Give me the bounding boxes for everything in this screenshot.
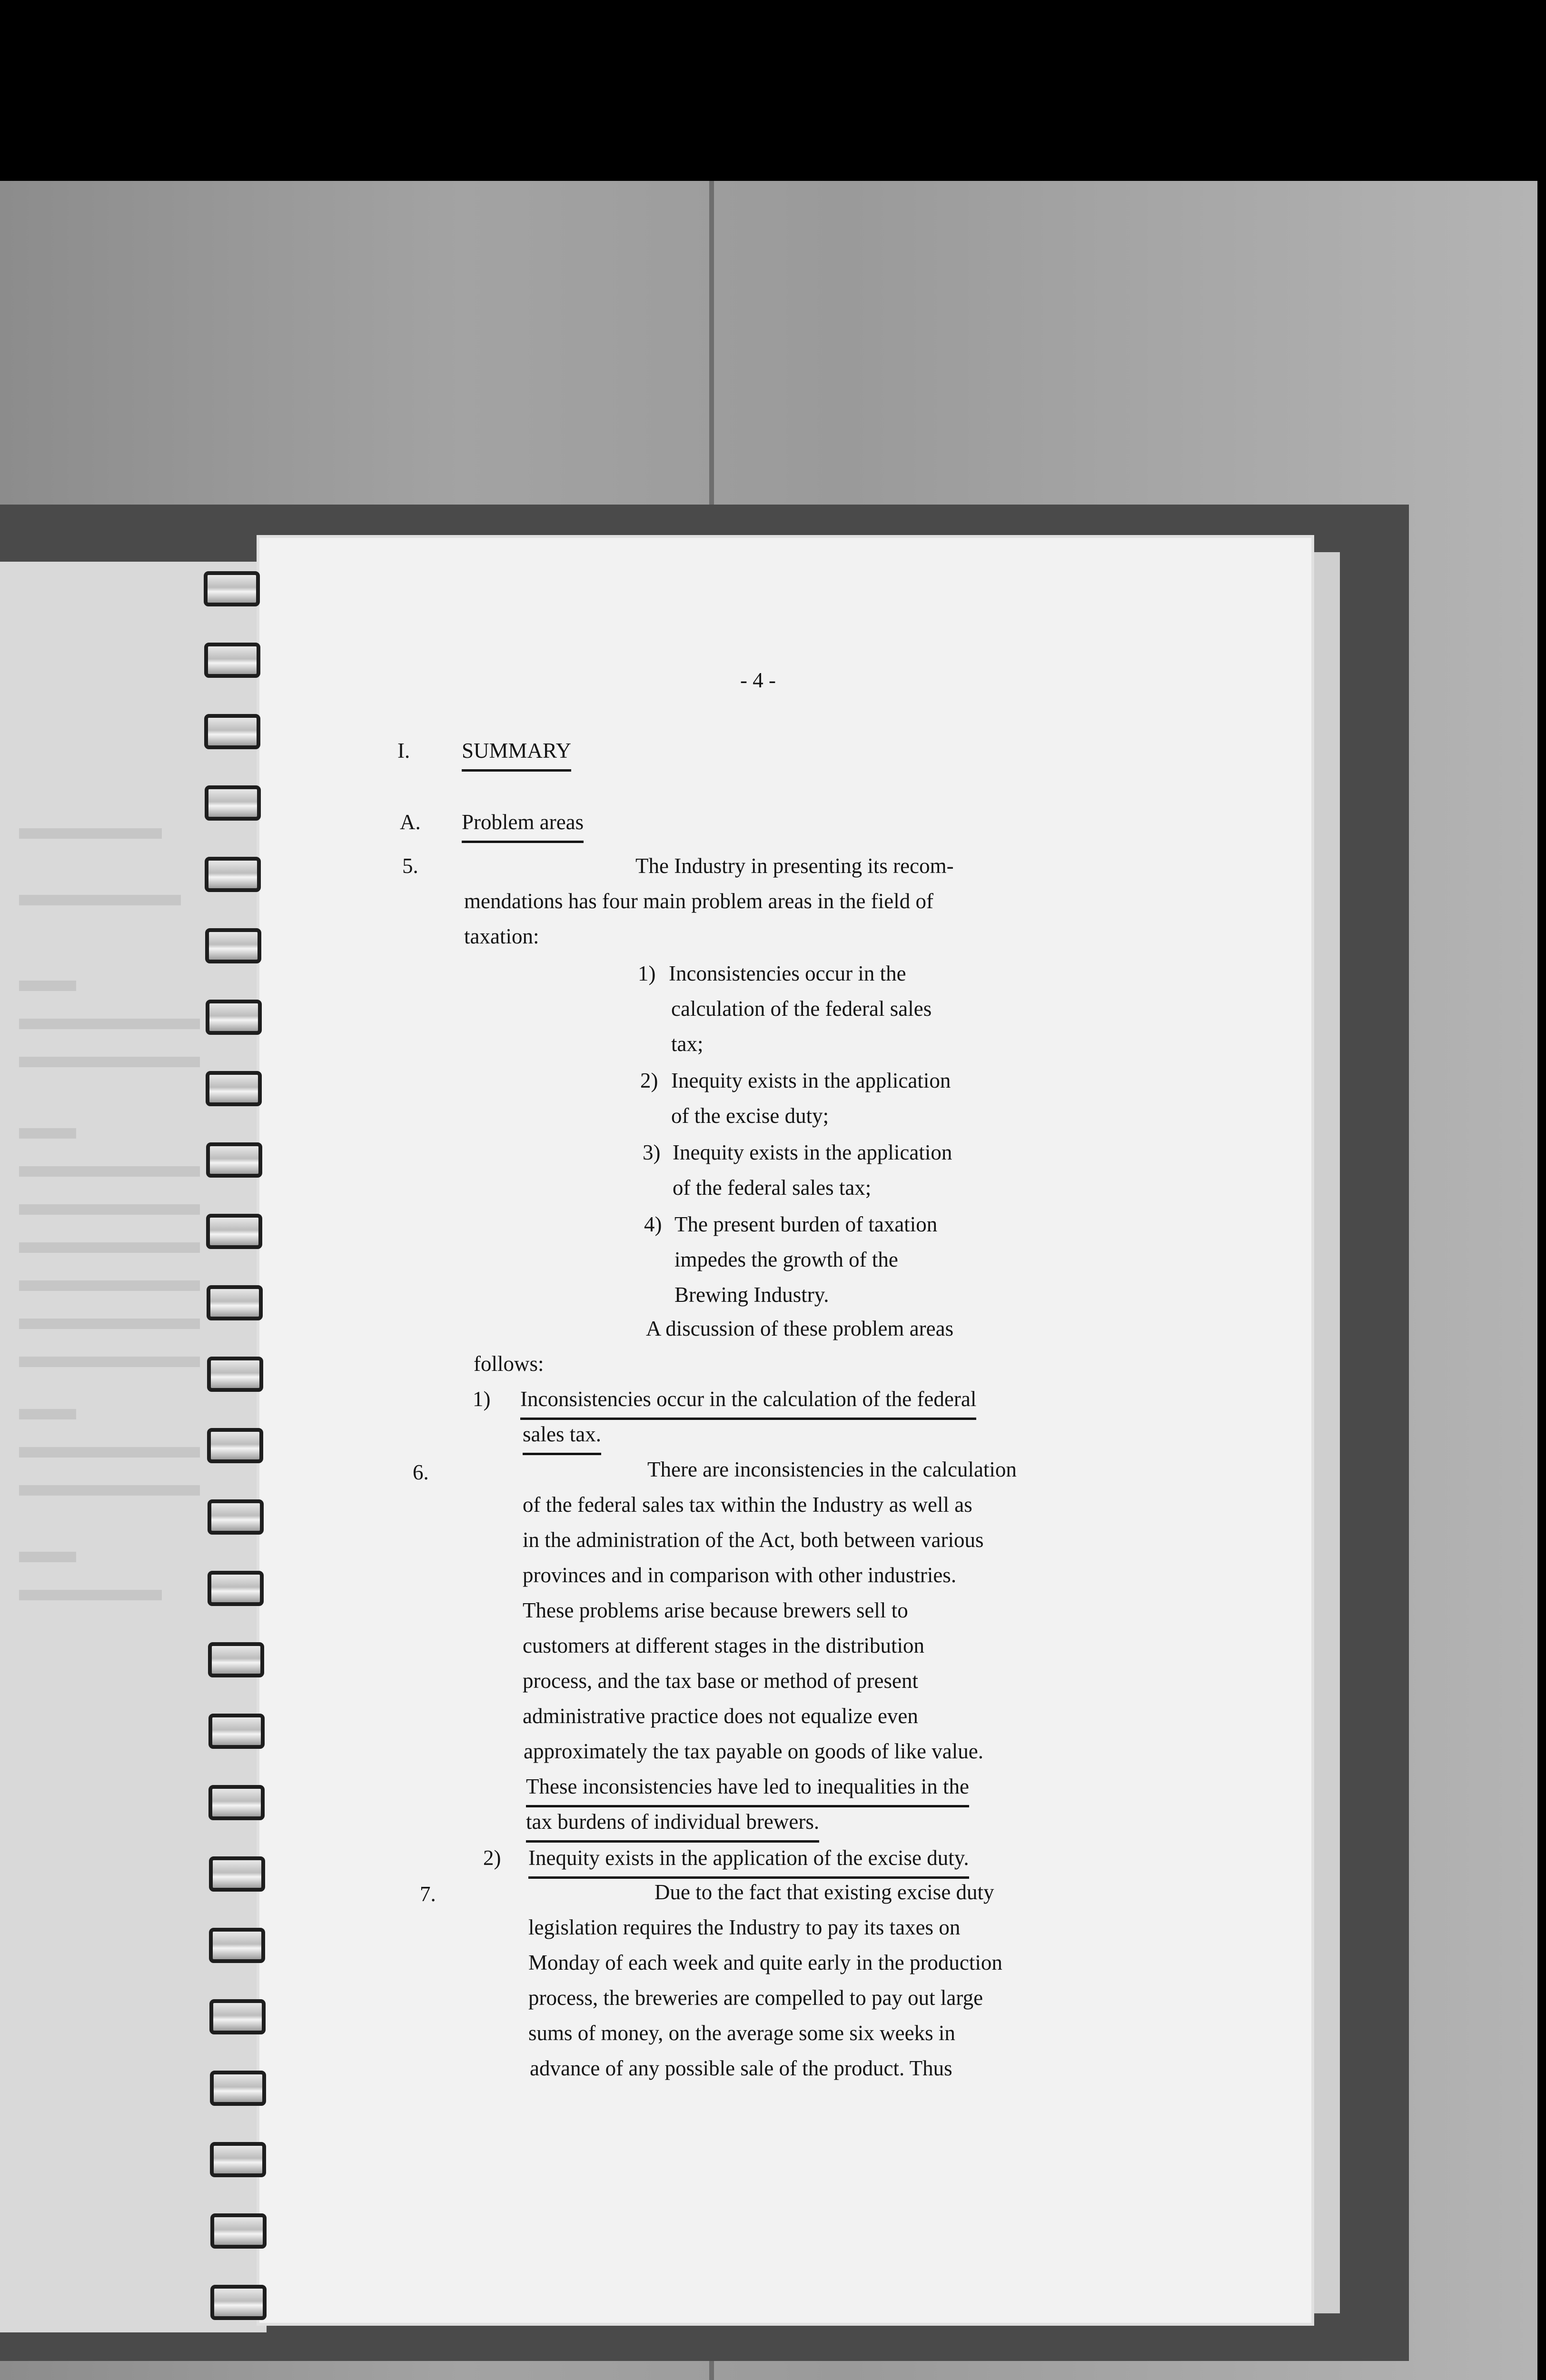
paragraph-line: process, the breweries are compelled to pay out large <box>528 1986 983 2010</box>
paragraph-line: Due to the fact that existing excise duty <box>654 1880 994 1904</box>
binding-coil <box>204 714 260 749</box>
binding-coil <box>205 857 261 892</box>
binding-coil <box>206 1071 262 1106</box>
paragraph-line: of the federal sales tax within the Industry as well as <box>523 1493 972 1517</box>
paragraph-line: customers at different stages in the distribution <box>523 1634 924 1657</box>
binding-coil <box>207 1357 263 1392</box>
heading-line: Inequity exists in the application of the excise duty. <box>528 1840 969 1879</box>
list-number: 1) <box>638 962 656 985</box>
binding-coil <box>209 1856 265 1892</box>
binding-coil <box>209 1928 265 1963</box>
heading-line: sales tax. <box>523 1417 601 1455</box>
paragraph-line: A discussion of these problem areas <box>646 1317 954 1340</box>
paragraph-number: 6. <box>413 1460 429 1484</box>
list-item-line: Inconsistencies occur in the <box>669 962 906 985</box>
paragraph-line: in the administration of the Act, both between various <box>523 1528 984 1552</box>
heading-number: 2) <box>483 1846 501 1870</box>
list-item-line: The present burden of taxation <box>674 1212 938 1236</box>
paragraph-line: mendations has four main problem areas in the field of <box>464 889 933 913</box>
binding-coil <box>205 785 261 821</box>
list-number: 4) <box>644 1212 662 1236</box>
section-title: SUMMARY <box>462 733 571 772</box>
list-item-line: of the federal sales tax; <box>673 1176 872 1200</box>
binding-coil <box>208 1714 265 1749</box>
binding-coil <box>210 2142 266 2177</box>
list-item-line: of the excise duty; <box>671 1104 829 1128</box>
binding-coil <box>204 643 260 678</box>
paragraph-line: approximately the tax payable on goods of like value. <box>524 1739 983 1763</box>
binding-coil <box>207 1285 263 1320</box>
list-item-line: Inequity exists in the application <box>673 1140 952 1164</box>
list-number: 3) <box>643 1140 661 1164</box>
paragraph-number: 5. <box>402 854 418 878</box>
binding-coil <box>208 1642 264 1677</box>
list-item-line: impedes the growth of the <box>674 1248 898 1271</box>
binding-coil <box>208 1785 265 1820</box>
binding-coil <box>209 1999 266 2034</box>
binding-coil <box>205 928 261 963</box>
list-number: 2) <box>640 1069 658 1092</box>
paragraph-line: sums of money, on the average some six weeks in <box>528 2021 955 2045</box>
paragraph-line: The Industry in presenting its recom- <box>635 854 954 878</box>
paragraph-line: tax burdens of individual brewers. <box>526 1804 819 1843</box>
binding-coil <box>208 1571 264 1606</box>
binding-coil <box>204 571 260 606</box>
paragraph-line: legislation requires the Industry to pay its taxes on <box>528 1915 961 1939</box>
paragraph-line: Monday of each week and quite early in the production <box>528 1951 1002 1974</box>
document-content <box>259 538 1311 2323</box>
subsection-title: Problem areas <box>462 804 584 843</box>
list-item-line: Brewing Industry. <box>674 1283 829 1307</box>
paragraph-line: process, and the tax base or method of present <box>523 1669 918 1693</box>
paragraph-line: advance of any possible sale of the product. Thus <box>530 2056 952 2080</box>
paragraph-line: provinces and in comparison with other industries. <box>523 1563 957 1587</box>
paragraph-line: follows: <box>474 1352 544 1376</box>
paragraph-number: 7. <box>420 1882 436 1906</box>
binding-coil <box>206 1142 262 1178</box>
binding-coil <box>207 1428 263 1463</box>
binding-coil <box>210 2285 267 2320</box>
paragraph-line: administrative practice does not equalize even <box>523 1704 918 1728</box>
subsection-letter: A. <box>400 810 421 834</box>
binding-coil <box>206 1214 262 1249</box>
list-item-line: calculation of the federal sales <box>671 997 932 1021</box>
paragraph-line: taxation: <box>464 924 539 948</box>
page-number: - 4 - <box>740 668 776 692</box>
paragraph-line: These problems arise because brewers sell to <box>523 1598 908 1622</box>
binding-coil <box>206 1000 262 1035</box>
binding-coil <box>208 1499 264 1535</box>
binding-coil <box>210 2071 266 2106</box>
section-number: I. <box>397 739 410 763</box>
heading-line: Inconsistencies occur in the calculation of the federal <box>520 1381 976 1420</box>
list-item-line: Inequity exists in the application <box>671 1069 951 1092</box>
list-item-line: tax; <box>671 1032 704 1056</box>
paragraph-line: There are inconsistencies in the calculation <box>647 1458 1017 1481</box>
page-stack-edge <box>1311 552 1340 2313</box>
heading-number: 1) <box>473 1387 491 1411</box>
paragraph-line: These inconsistencies have led to inequalities in the <box>526 1769 969 1807</box>
binding-coil <box>210 2213 267 2249</box>
